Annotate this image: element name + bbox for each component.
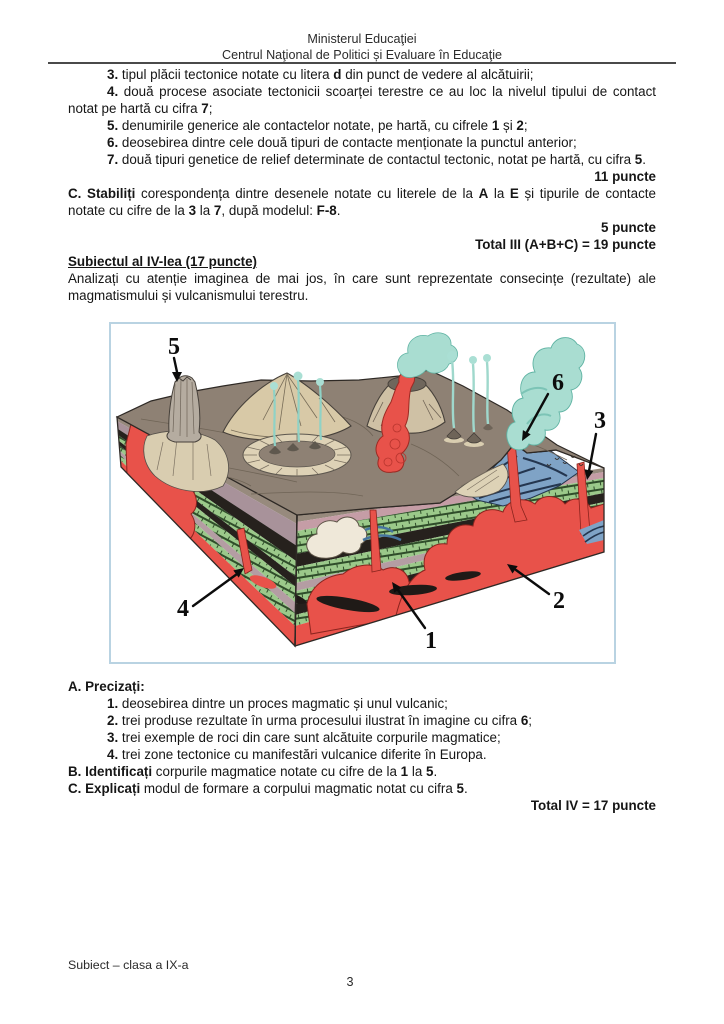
task-a-item-2: 2. trei produse rezultate în urma procesului ilustrat în imagine cu cifra 6; bbox=[107, 713, 533, 728]
figure-label-3: 3 bbox=[593, 408, 606, 434]
figure-label-2: 2 bbox=[552, 588, 565, 614]
total-iii: Total III (A+B+C) = 19 puncte bbox=[475, 237, 656, 252]
task-a-heading: A. Precizați: bbox=[68, 679, 145, 694]
points-11: 11 puncte bbox=[594, 169, 656, 184]
header-rule bbox=[48, 62, 676, 64]
figure-label-6: 6 bbox=[551, 370, 564, 396]
task-a-item-1: 1. deosebirea dintre un proces magmatic și unul vulcanic; bbox=[107, 696, 448, 711]
task-c-iii: C. Stabiliți corespondența dintre desenele notate cu literele de la A la E și tipurile de contacte notate cu cifre de la 3 la 7, după modelul: F-8. bbox=[68, 186, 656, 218]
task-c-iv: C. Explicați modul de formare a corpului magmatic notat cu cifra 5. bbox=[68, 781, 468, 796]
task-item-3: 3. tipul plăcii tectonice notate cu litera d din punct de vedere al alcătuirii; bbox=[107, 67, 534, 82]
document-header bbox=[0, 32, 724, 63]
points-5: 5 puncte bbox=[600, 220, 656, 235]
total-iv: Total IV = 17 puncte bbox=[530, 798, 656, 813]
footer-page-number: 3 bbox=[346, 975, 354, 989]
footer-doc-label: Subiect – clasa a IX-a bbox=[68, 958, 189, 972]
figure-label-1: 1 bbox=[424, 628, 437, 654]
figure-label-5: 5 bbox=[167, 334, 180, 360]
figure-label-4: 4 bbox=[176, 596, 189, 622]
task-item-4: 4. două procese asociate tectonicii scoarței terestre ce au loc la nivelul tipului de contact notat pe hartă cu cifra 7; bbox=[68, 84, 656, 116]
header-center-line: Centrul Naţional de Politici și Evaluare în Educaţie bbox=[221, 47, 502, 62]
subject-iv-intro: Analizați cu atenție imaginea de mai jos, în care sunt reprezentate consecințe (rezultate) ale magmatismului și vulcanismului terestru. bbox=[68, 271, 656, 303]
document-body bbox=[68, 66, 656, 814]
header-ministry-line: Ministerul Educaţiei bbox=[307, 32, 417, 46]
subject-iv-heading: Subiectul al IV-lea (17 puncte) bbox=[68, 254, 258, 269]
task-item-5: 5. denumirile generice ale contactelor notate, pe hartă, cu cifrele 1 și 2; bbox=[107, 118, 528, 133]
task-a-item-4: 4. trei zone tectonice cu manifestări vulcanice diferite în Europa. bbox=[107, 747, 487, 762]
task-b: B. Identificați corpurile magmatice notate cu cifre de la 1 la 5. bbox=[68, 764, 438, 779]
volcanism-diagram-svg bbox=[111, 324, 614, 662]
task-item-7: 7. două tipuri genetice de relief determinate de contactul tectonic, notat pe hartă, cu cifra 5. bbox=[107, 152, 646, 167]
task-a-item-3: 3. trei exemple de roci din care sunt alcătuite corpurile magmatice; bbox=[107, 730, 501, 745]
task-item-6: 6. deosebirea dintre cele două tipuri de contacte menționate la punctul anterior; bbox=[107, 135, 577, 150]
volcanism-diagram bbox=[109, 322, 616, 664]
